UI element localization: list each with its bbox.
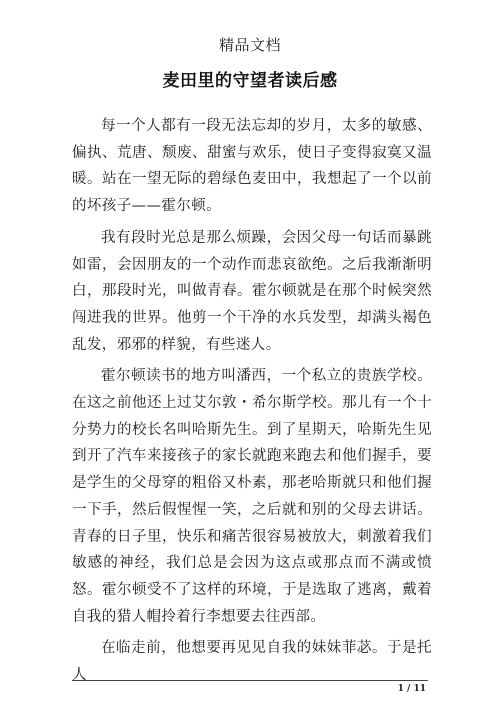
- page-number: 1 / 11: [397, 684, 426, 694]
- footer-divider: [72, 680, 428, 681]
- paragraph-1: 每一个人都有一段无法忘却的岁月，太多的敏感、偏执、荒唐、颓废、甜蜜与欢乐，使日子变得寂寞又温暖。站在一望无际的碧绿色麦田中，我想起了一个以前的坏孩子——霍尔顿。: [72, 118, 432, 215]
- paragraph-2: 我有段时光总是那么烦躁，会因父母一句话而暴跳如雷，会因朋友的一个动作而悲哀欲绝。之后我渐渐明白，那段时光，叫做青春。霍尔顿就是在那个时候突然闯进我的世界。他剪一个干净的水兵发型，却满头褐色乱发，邪邪的样貌，有些迷人。: [72, 229, 432, 353]
- paragraph-3: 霍尔顿读书的地方叫潘西，一个私立的贵族学校。在这之前他还上过艾尔敦・希尔斯学校。那儿有一个十分势力的校长名叫哈斯先生。到了星期天，哈斯先生见到开了汽车来接孩子的家长就跑来跑去和他们握手，要是学生的父母穿的粗俗又朴素，那老哈斯就只和他们握一下手，然后假惺惺一笑，之后就和别的父母去讲话。青春的日子里，快乐和痛苦很容易被放大，刺激着我们敏感的神经，我们总是会因为这点或那点而不满或愤怒。霍尔顿受不了这样的环境，于是选取了逃离，戴着自我的猎人帽拎着行李想要去往西部。: [72, 368, 432, 625]
- document-title: 麦田里的守望者读后感: [162, 71, 338, 91]
- paragraph-4: 在临走前，他想要再见见自我的妹妹菲苾。于是托人: [72, 640, 432, 684]
- document-body: [72, 113, 432, 694]
- header-watermark: 精品文档: [218, 36, 281, 54]
